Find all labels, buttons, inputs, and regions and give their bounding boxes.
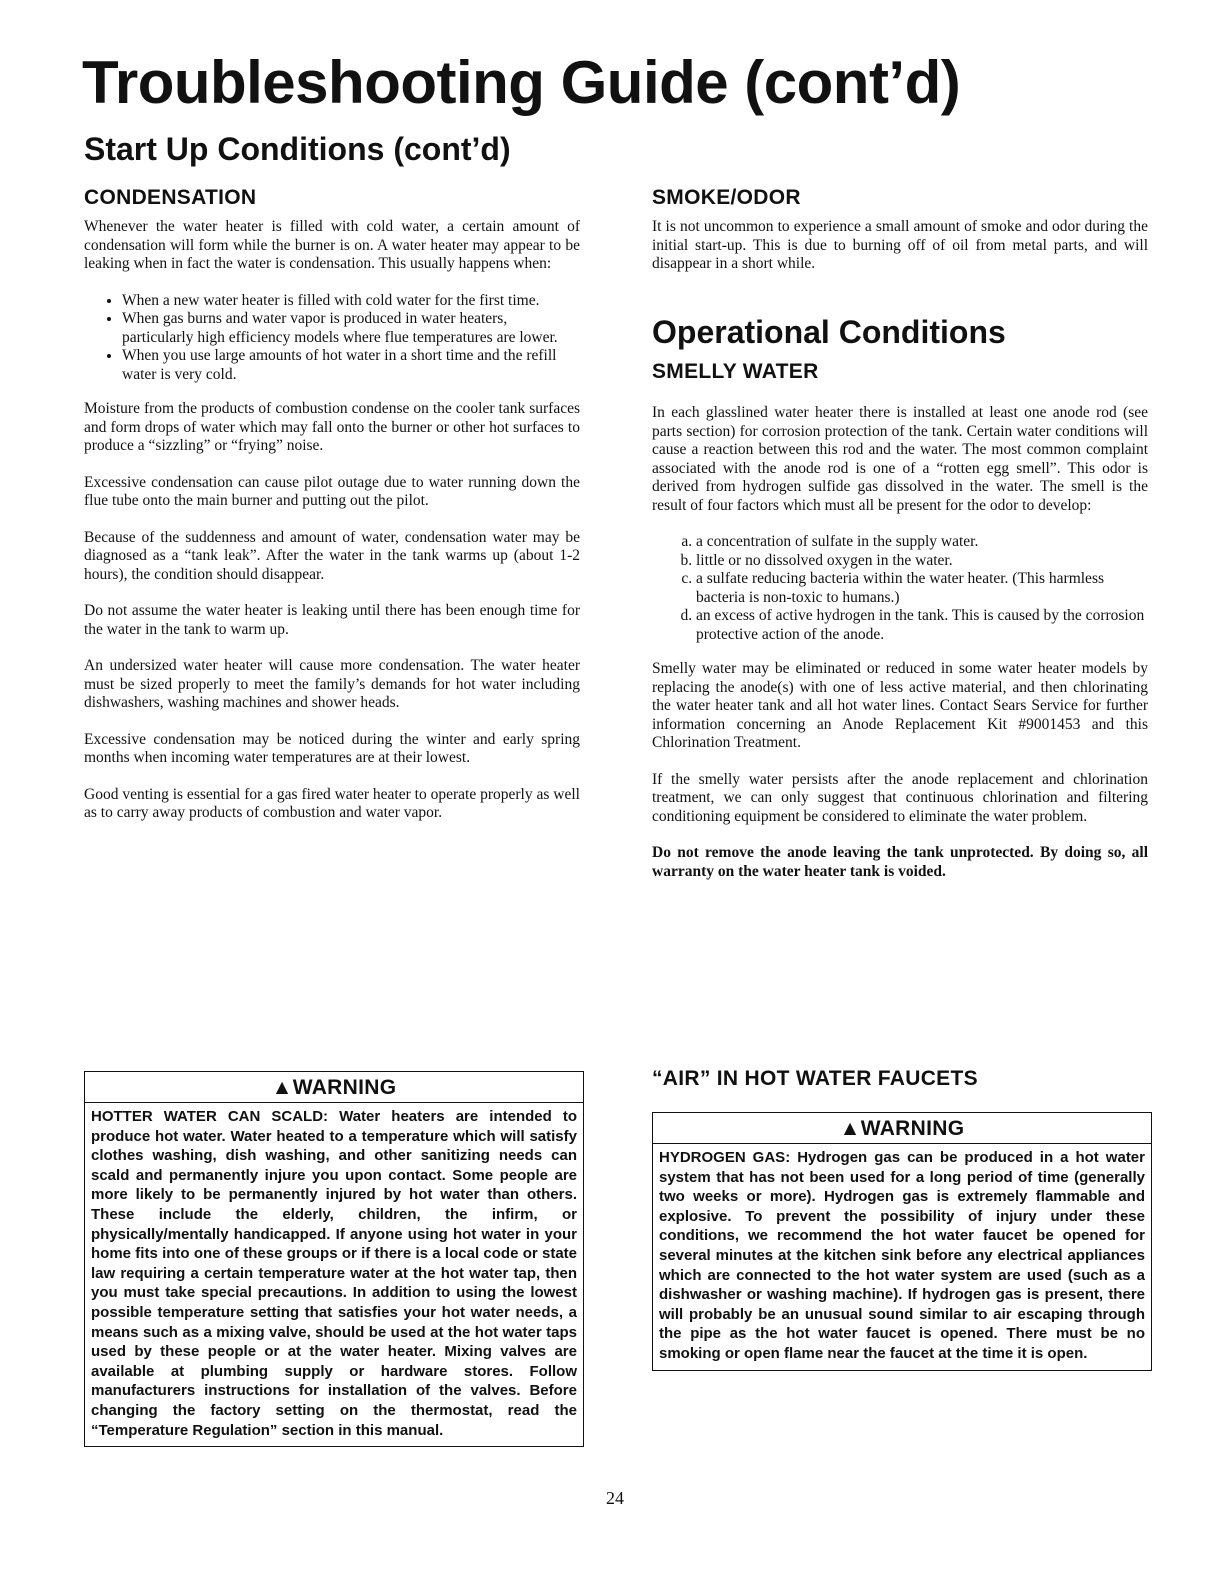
scald-warning-box [84,1071,584,1447]
condensation-paragraph: Excessive condensation can cause pilot outage due to water running down the flue tube onto the main burner and putting out the pilot. [84,473,580,509]
condensation-heading: CONDENSATION [84,186,257,209]
page-number: 24 [606,1488,624,1508]
air-faucets-heading: “AIR” IN HOT WATER FAUCETS [652,1067,978,1090]
smoke-odor-heading: SMOKE/ODOR [652,186,801,209]
hydrogen-warning-box [652,1112,1152,1371]
operational-conditions-title: Operational Conditions [652,313,1006,350]
odor-factors-list [652,533,1148,644]
right-column [652,186,1148,899]
condensation-paragraph: Because of the suddenness and amount of water, condensation water may be diagnosed as a “tank leak”. After the water in the tank warms up (about 1-2 hours), the condition should disappear. [84,528,580,583]
section-title-startup: Start Up Conditions (cont’d) [84,131,511,167]
list-item: c. a sulfate reducing bacteria within the water heater. (This harmless bacteria is non-toxic to humans.) [696,570,1148,607]
page-title: Troubleshooting Guide (cont’d) [82,49,961,116]
smelly-water-intro: In each glasslined water heater there is installed at least one anode rod (see parts section) for corrosion protection of the tank. Certain water conditions will cause a reaction between this rod and the water. The most common complaint associated with the anode rod is one of a “rotten egg smell”. This odor is derived from hydrogen sulfide gas dissolved in the water. The smell is the result of four factors which must all be present for the odor to develop: [652,404,1148,514]
condensation-paragraph: Do not assume the water heater is leaking until there has been enough time for the water in the tank to warm up. [84,602,580,638]
left-column [84,186,580,841]
list-item: b. little or no dissolved oxygen in the water. [696,552,1148,571]
scald-warning-text: HOTTER WATER CAN SCALD: Water heaters are intended to produce hot water. Water heated to a temperature which will satisfy clothes washing, dish washing, and other sanitizing needs can scald and permanently injure you upon contact. Some people are more likely to be permanently injured by hot water than others. These include the elderly, children, the infirm, or physically/mentally handicapped. If anyone using hot water in your home fits into one of these groups or if there is a local code or state law requiring a certain temperature water at the hot water tap, then you must take special precautions. In addition to using the lowest possible temperature setting that satisfies your hot water needs, a means such as a mixing valve, should be used at the hot water taps used by these people or at the water heater. Mixing valves are available at plumbing supply or hardware stores. Follow manufacturers instructions for installation of the valves. Before changing the factory setting on the thermostat, read the “Temperature Regulation” section in this manual. [91,1108,577,1439]
condensation-paragraph: An undersized water heater will cause more condensation. The water heater must be sized properly to meet the family’s demands for hot water including dishwashers, washing machines and shower heads. [84,657,580,711]
list-item: d. an excess of active hydrogen in the tank. This is caused by the corrosion protective action of the anode. [696,607,1148,644]
list-item: • When a new water heater is filled with cold water for the first time. [122,292,580,311]
list-item: • When gas burns and water vapor is produced in water heaters, particularly high efficiency models where flue temperatures are lower. [122,310,580,347]
condensation-paragraph: Excessive condensation may be noticed during the winter and early spring months when incoming water temperatures are at their lowest. [84,730,580,766]
hydrogen-warning-heading: ▲WARNING [653,1117,1151,1144]
list-item: • When you use large amounts of hot water in a short time and the refill water is very cold. [122,347,580,384]
condensation-paragraph: Good venting is essential for a gas fired water heater to operate properly as well as to carry away products of combustion and water vapor. [84,785,580,821]
smoke-odor-text: It is not uncommon to experience a small amount of smoke and odor during the initial start-up. This is due to burning off of oil from metal parts, and will disappear in a short while. [652,218,1148,272]
condensation-intro: Whenever the water heater is filled with cold water, a certain amount of condensation will form while the burner is on. A water heater may appear to be leaking when in fact the water is condensation. This usually happens when: [84,218,580,272]
scald-warning-heading: ▲WARNING [85,1076,583,1103]
anode-warning-note: Do not remove the anode leaving the tank unprotected. By doing so, all warranty on the water heater tank is voided. [652,844,1148,880]
smelly-water-remedy: Smelly water may be eliminated or reduced in some water heater models by replacing the anode(s) with one of less active material, and then chlorinating the water heater tank and all hot water lines. Contact Sears Service for further information concerning an Anode Replacement Kit #9001453 and this Chlorination Treatment. [652,660,1148,752]
list-item: a. a concentration of sulfate in the supply water. [696,533,1148,552]
hydrogen-warning-text: HYDROGEN GAS: Hydrogen gas can be produced in a hot water system that has not been used for a long period of time (generally two weeks or more). Hydrogen gas is extremely flammable and explosive. To prevent the possibility of injury under these conditions, we recommend the hot water faucet be opened for several minutes at the kitchen sink before any electrical appliances which are connected to the hot water system are used (such as a dishwasher or washing machine). If hydrogen gas is present, there will probably be an unusual sound similar to air escaping through the pipe as the hot water faucet is opened. There must be no smoking or open flame near the faucet at the time it is open. [659,1149,1145,1362]
condensation-bullets [84,292,580,385]
smelly-water-heading: SMELLY WATER [652,360,819,384]
smelly-water-persist: If the smelly water persists after the anode replacement and chlorination treatment, we can only suggest that continuous chlorination and filtering conditioning equipment be considered to eliminate the water problem. [652,770,1148,825]
condensation-paragraph: Moisture from the products of combustion condense on the cooler tank surfaces and form drops of water which may fall onto the burner or other hot surfaces to produce a “sizzling” or “frying” noise. [84,400,580,454]
